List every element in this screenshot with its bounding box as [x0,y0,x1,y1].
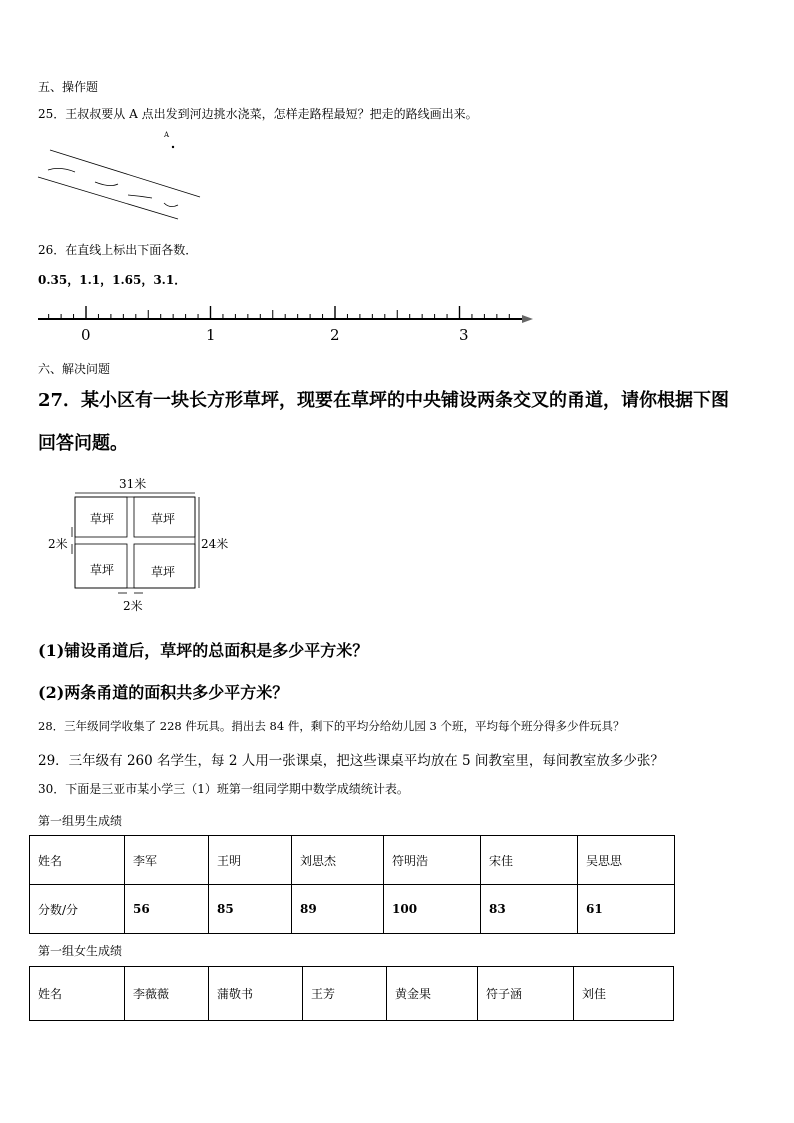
question-28: 28．三年级同学收集了 228 件玩具。捐出去 84 件，剩下的平均分给幼儿园 3 个班，平均每个班分得多少件玩具？ [38,719,625,733]
lawn-label: 草坪 [90,563,115,577]
table-cell: 89 [292,885,384,934]
question-25: 25．王叔叔要从 A 点出发到河边挑水浇菜，怎样走路程最短？把走的路线画出来。 [38,107,478,121]
table-row [30,836,675,885]
table-cell: 姓名 [30,836,125,885]
table-cell: 56 [125,885,209,934]
question-29: 29．三年级有 260 名学生，每 2 人用一张课桌，把这些课桌平均放在 5 间教室里，每间教室放多少张？ [38,753,664,769]
section-five-heading: 五、操作题 [38,80,99,94]
boys-table-title: 第一组男生成绩 [38,814,123,828]
question-27-1: (1)铺设甬道后，草坪的总面积是多少平方米？ [38,641,369,660]
dim-road-horizontal: 2米 [48,537,68,551]
table-cell: 吴思思 [578,836,675,885]
girls-score-table [29,966,674,1021]
lawn-label: 草坪 [151,512,176,526]
girls-table-title: 第一组女生成绩 [38,944,123,958]
table-cell: 黄金果 [387,967,478,1021]
lawn-label: 草坪 [151,565,176,579]
point-a-label: A [164,131,170,139]
table-cell: 符明浩 [384,836,481,885]
question-27-line2: 回答问题。 [38,433,128,454]
table-cell: 刘佳 [574,967,674,1021]
table-row [30,967,674,1021]
tick-label-1: 1 [206,326,216,344]
tick-label-2: 2 [330,326,340,344]
table-cell: 姓名 [30,967,125,1021]
table-cell: 王明 [209,836,292,885]
table-cell: 61 [578,885,675,934]
table-row [30,885,675,934]
table-cell: 宋佳 [481,836,578,885]
table-cell: 蒲敬书 [209,967,303,1021]
question-27-line1: 27．某小区有一块长方形草坪，现要在草坪的中央铺设两条交叉的甬道，请你根据下图 [38,390,730,411]
table-cell: 王芳 [303,967,387,1021]
question-30: 30．下面是三亚市某小学三（1）班第一组同学期中数学成绩统计表。 [38,782,409,796]
table-cell: 符子涵 [478,967,574,1021]
tick-label-3: 3 [459,326,469,344]
question-26-numbers: 0.35，1.1，1.65，3.1． [38,273,187,287]
table-cell: 85 [209,885,292,934]
section-six-heading: 六、解决问题 [38,362,111,376]
table-cell: 李军 [125,836,209,885]
dim-width: 31米 [119,477,147,491]
table-cell: 刘思杰 [292,836,384,885]
table-cell: 100 [384,885,481,934]
question-27-2: (2)两条甬道的面积共多少平方米？ [38,683,289,702]
dim-height: 24米 [201,537,229,551]
table-cell: 分数/分 [30,885,125,934]
question-26: 26．在直线上标出下面各数． [38,243,198,257]
boys-score-table [29,835,675,934]
tick-label-0: 0 [81,326,91,344]
table-cell: 83 [481,885,578,934]
dim-road-vertical: 2米 [123,599,143,613]
table-cell: 李薇薇 [125,967,209,1021]
lawn-label: 草坪 [90,512,115,526]
